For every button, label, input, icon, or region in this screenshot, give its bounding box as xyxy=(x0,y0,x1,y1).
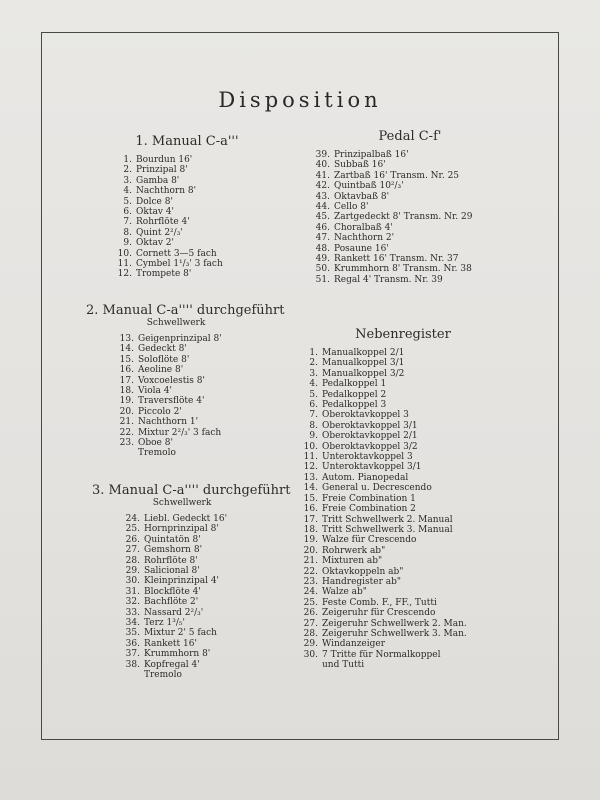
register-row xyxy=(112,269,262,279)
register-name: Liebl. Gedeckt 16' xyxy=(144,514,228,524)
register-number: 25. xyxy=(303,597,318,608)
register-number: 6. xyxy=(123,207,132,218)
register-name: Terz 1³/₅' xyxy=(144,618,185,629)
register-row xyxy=(114,376,266,386)
register-name: Oberoktavkoppel 3/1 xyxy=(322,420,418,431)
register-row xyxy=(298,431,508,441)
register-number: 38. xyxy=(125,659,140,670)
pedal-list xyxy=(310,150,510,285)
register-number: 8. xyxy=(309,420,318,431)
register-number: 18. xyxy=(303,524,318,535)
register-row xyxy=(298,567,508,577)
manual-3-section xyxy=(92,483,291,681)
register-number: 37. xyxy=(125,649,140,660)
register-name: Pedalkoppel 2 xyxy=(322,389,387,400)
register-name: Oberoktavkoppel 2/1 xyxy=(322,431,418,442)
register-number: 32. xyxy=(125,597,140,608)
register-number: 27. xyxy=(125,545,140,556)
manual-1-section xyxy=(112,134,262,280)
register-number: 46. xyxy=(315,222,330,233)
register-row xyxy=(310,181,510,191)
pedal-heading: Pedal C-f' xyxy=(378,129,442,144)
register-row xyxy=(120,597,272,607)
register-row xyxy=(298,369,508,379)
register-row xyxy=(112,207,262,217)
register-number: 30. xyxy=(303,649,318,660)
register-row xyxy=(120,649,272,659)
register-number: 18. xyxy=(119,386,134,397)
register-row xyxy=(310,254,510,264)
register-number: 16. xyxy=(119,365,134,376)
register-number: 24. xyxy=(303,587,318,598)
register-name: Subbaß 16' xyxy=(334,160,386,171)
register-row xyxy=(298,525,508,535)
register-name: Zeigeruhr Schwellwerk 3. Man. xyxy=(322,628,467,639)
manual-3-list xyxy=(92,514,272,670)
register-row xyxy=(298,379,508,389)
register-name: Manualkoppel 2/1 xyxy=(322,348,405,358)
register-number: 33. xyxy=(125,607,140,618)
register-row xyxy=(310,150,510,160)
register-row xyxy=(298,535,508,545)
register-row xyxy=(112,217,262,227)
register-row xyxy=(310,192,510,202)
register-number: 8. xyxy=(123,227,132,238)
register-row xyxy=(112,238,262,248)
register-number: 26. xyxy=(125,534,140,545)
register-number: 10. xyxy=(303,441,318,452)
register-number: 7. xyxy=(309,410,318,421)
register-number: 34. xyxy=(125,618,140,629)
register-number: 13. xyxy=(119,334,134,344)
register-number: 43. xyxy=(315,191,330,202)
nebenregister-list xyxy=(298,348,508,660)
register-number: 21. xyxy=(303,556,318,567)
manual-3-subheading: Schwellwerk xyxy=(152,498,212,508)
register-name: Handregister ab" xyxy=(322,576,402,587)
register-name: Traversflöte 4' xyxy=(138,396,205,407)
register-name: Rohrwerk ab" xyxy=(322,545,386,556)
register-name: Unteroktavkoppel 3/1 xyxy=(322,462,422,473)
register-name: Choralbaß 4' xyxy=(334,222,393,233)
register-number: 3. xyxy=(309,368,318,379)
register-row xyxy=(120,639,272,649)
register-row xyxy=(120,524,272,534)
register-row xyxy=(310,223,510,233)
register-number: 11. xyxy=(117,259,132,270)
register-number: 14. xyxy=(119,344,134,355)
register-row xyxy=(298,452,508,462)
register-name: Kleinprinzipal 4' xyxy=(144,576,220,587)
register-number: 29. xyxy=(303,639,318,650)
register-number: 1. xyxy=(309,348,318,358)
register-number: 35. xyxy=(125,628,140,639)
register-number: 14. xyxy=(303,483,318,494)
register-name: Freie Combination 1 xyxy=(322,493,416,504)
register-row xyxy=(298,348,508,358)
register-row xyxy=(298,483,508,493)
register-row xyxy=(120,556,272,566)
register-name: Nachthorn 8' xyxy=(136,186,197,197)
register-name: Quintbaß 10²/₃' xyxy=(334,181,404,192)
register-number: 5. xyxy=(309,389,318,400)
register-row xyxy=(120,628,272,638)
register-name: Gemshorn 8' xyxy=(144,545,203,556)
register-row xyxy=(112,165,262,175)
register-row xyxy=(120,545,272,555)
register-number: 27. xyxy=(303,618,318,629)
register-name: Zeigeruhr Schwellwerk 2. Man. xyxy=(322,618,467,629)
register-name: Walze für Crescendo xyxy=(322,535,417,546)
register-name: Quintatön 8' xyxy=(144,534,201,545)
register-row xyxy=(298,515,508,525)
register-number: 23. xyxy=(119,438,134,449)
manual-1-list xyxy=(112,155,262,280)
register-row xyxy=(120,660,272,670)
register-number: 41. xyxy=(315,170,330,181)
register-row xyxy=(298,629,508,639)
register-row xyxy=(114,407,266,417)
register-name: Piccolo 2' xyxy=(138,406,182,417)
register-name: Zartgedeckt 8' Transm. Nr. 29 xyxy=(334,212,473,223)
register-name: Prinzipal 8' xyxy=(136,165,188,176)
register-name: Cello 8' xyxy=(334,202,369,213)
register-row xyxy=(310,171,510,181)
register-number: 30. xyxy=(125,576,140,587)
register-row xyxy=(310,264,510,274)
register-name: Kopfregal 4' xyxy=(144,659,200,670)
register-row xyxy=(298,410,508,420)
register-row xyxy=(298,358,508,368)
register-name: Unteroktavkoppel 3 xyxy=(322,452,413,463)
register-name: Oktavkoppeln ab" xyxy=(322,566,404,577)
register-name: Autom. Pianopedal xyxy=(322,472,409,483)
register-number: 22. xyxy=(303,566,318,577)
register-name: Windanzeiger xyxy=(322,639,386,650)
register-number: 9. xyxy=(123,238,132,249)
register-number: 19. xyxy=(303,535,318,546)
register-name: Mixtur 2' 5 fach xyxy=(144,628,217,639)
register-row xyxy=(120,587,272,597)
register-row xyxy=(298,494,508,504)
register-number: 16. xyxy=(303,504,318,515)
register-name: Rohrflöte 4' xyxy=(136,217,190,228)
register-name: Zeigeruhr für Crescendo xyxy=(322,608,436,619)
register-number: 15. xyxy=(303,493,318,504)
register-number: 29. xyxy=(125,566,140,577)
manual-2-subheading: Schwellwerk xyxy=(146,318,206,328)
register-row xyxy=(310,160,510,170)
register-name: Tritt Schwellwerk 2. Manual xyxy=(322,514,453,525)
register-number: 4. xyxy=(309,379,318,390)
register-number: 11. xyxy=(303,452,318,463)
register-number: 19. xyxy=(119,396,134,407)
register-row xyxy=(298,421,508,431)
register-name: Cornett 3—5 fach xyxy=(136,248,217,259)
register-row xyxy=(112,176,262,186)
register-number: 23. xyxy=(303,576,318,587)
register-row xyxy=(298,598,508,608)
register-number: 47. xyxy=(315,233,330,244)
register-name: Walze ab" xyxy=(322,587,367,598)
register-number: 31. xyxy=(125,586,140,597)
register-row xyxy=(298,619,508,629)
register-name: Blockflöte 4' xyxy=(144,586,201,597)
register-number: 2. xyxy=(309,358,318,369)
register-name: Nachthorn 1' xyxy=(138,417,199,428)
register-name: Krummhorn 8' Transm. Nr. 38 xyxy=(334,264,472,275)
register-number: 45. xyxy=(315,212,330,223)
register-row xyxy=(298,556,508,566)
nebenregister-heading: Nebenregister xyxy=(355,327,451,342)
register-name: Cymbel 1¹/₃' 3 fach xyxy=(136,259,223,270)
manual-2-section xyxy=(86,303,285,459)
register-name: Viola 4' xyxy=(138,386,172,397)
register-name: 7 Tritte für Normalkoppel xyxy=(322,649,441,660)
manual-2-tremolo: Tremolo xyxy=(138,448,176,459)
register-name: Aeoline 8' xyxy=(138,365,184,376)
register-number: 10. xyxy=(117,248,132,259)
register-row xyxy=(120,535,272,545)
register-number: 1. xyxy=(123,155,132,165)
register-row xyxy=(112,228,262,238)
register-row xyxy=(114,428,266,438)
register-number: 40. xyxy=(315,160,330,171)
register-name: Zartbaß 16' Transm. Nr. 25 xyxy=(334,170,460,181)
register-name: Feste Comb. F., FF., Tutti xyxy=(322,597,437,608)
register-name: Nassard 2²/₃' xyxy=(144,607,204,618)
register-number: 2. xyxy=(123,165,132,176)
manual-3-tremolo: Tremolo xyxy=(144,670,182,681)
register-name: Rankett 16' Transm. Nr. 37 xyxy=(334,254,459,265)
register-name: Salicional 8' xyxy=(144,566,200,577)
register-number: 12. xyxy=(303,462,318,473)
register-row xyxy=(114,365,266,375)
register-row xyxy=(120,608,272,618)
register-name: Tritt Schwellwerk 3. Manual xyxy=(322,524,453,535)
register-name: Pedalkoppel 1 xyxy=(322,379,387,390)
register-row xyxy=(298,442,508,452)
register-name: Freie Combination 2 xyxy=(322,504,416,515)
register-row xyxy=(298,390,508,400)
register-row xyxy=(310,212,510,222)
register-row xyxy=(298,400,508,410)
register-number: 48. xyxy=(315,243,330,254)
register-name: Soloflöte 8' xyxy=(138,354,190,365)
manual-3-heading: 3. Manual C-a'''' durchgeführt xyxy=(92,483,291,498)
register-name: Manualkoppel 3/2 xyxy=(322,368,405,379)
register-name: General u. Decrescendo xyxy=(322,483,432,494)
register-row xyxy=(120,514,272,524)
register-name: Posaune 16' xyxy=(334,243,389,254)
nebenregister-section xyxy=(298,327,508,671)
register-row xyxy=(120,618,272,628)
register-name: Prinzipalbaß 16' xyxy=(334,150,409,160)
register-name: Mixtur 2²/₃' 3 fach xyxy=(138,427,222,438)
register-row xyxy=(298,504,508,514)
register-name: Oktav 2' xyxy=(136,238,174,249)
register-name: Manualkoppel 3/1 xyxy=(322,358,405,369)
register-number: 36. xyxy=(125,638,140,649)
register-row xyxy=(298,462,508,472)
register-row xyxy=(120,566,272,576)
register-row xyxy=(298,587,508,597)
register-name: Bachflöte 2' xyxy=(144,597,199,608)
register-number: 51. xyxy=(315,274,330,285)
register-name: Dolce 8' xyxy=(136,196,173,207)
register-row xyxy=(112,155,262,165)
register-row xyxy=(112,259,262,269)
register-row xyxy=(112,186,262,196)
nebenregister-tail: und Tutti xyxy=(322,660,365,671)
register-number: 24. xyxy=(125,514,140,524)
register-row xyxy=(114,396,266,406)
register-number: 3. xyxy=(123,175,132,186)
register-number: 49. xyxy=(315,254,330,265)
register-number: 17. xyxy=(119,375,134,386)
register-number: 28. xyxy=(125,555,140,566)
manual-1-heading: 1. Manual C-a''' xyxy=(135,134,239,149)
register-number: 7. xyxy=(123,217,132,228)
register-number: 21. xyxy=(119,417,134,428)
register-name: Oktav 4' xyxy=(136,207,174,218)
register-row xyxy=(114,344,266,354)
register-name: Hornprinzipal 8' xyxy=(144,524,219,535)
register-row xyxy=(310,275,510,285)
register-name: Nachthorn 2' xyxy=(334,233,395,244)
register-number: 12. xyxy=(117,269,132,280)
register-name: Oktavbaß 8' xyxy=(334,191,390,202)
register-number: 22. xyxy=(119,427,134,438)
register-name: Oberoktavkoppel 3/2 xyxy=(322,441,418,452)
register-number: 6. xyxy=(309,400,318,411)
register-row xyxy=(298,608,508,618)
register-name: Quint 2²/₃' xyxy=(136,227,183,238)
register-name: Mixturen ab" xyxy=(322,556,383,567)
register-name: Oberoktavkoppel 3 xyxy=(322,410,409,421)
register-name: Regal 4' Transm. Nr. 39 xyxy=(334,274,443,285)
register-row xyxy=(310,233,510,243)
register-number: 20. xyxy=(303,545,318,556)
register-row xyxy=(114,417,266,427)
register-row xyxy=(310,244,510,254)
register-row xyxy=(120,576,272,586)
register-row xyxy=(112,249,262,259)
register-number: 4. xyxy=(123,186,132,197)
register-name: Gamba 8' xyxy=(136,175,180,186)
register-name: Krummhorn 8' xyxy=(144,649,211,660)
register-name: Geigenprinzipal 8' xyxy=(138,334,222,344)
register-number: 20. xyxy=(119,406,134,417)
register-number: 26. xyxy=(303,608,318,619)
register-row xyxy=(298,546,508,556)
register-name: Pedalkoppel 3 xyxy=(322,400,387,411)
register-row xyxy=(114,334,266,344)
register-number: 39. xyxy=(315,150,330,160)
manual-2-list xyxy=(86,334,266,448)
page-title: Disposition xyxy=(218,88,382,112)
register-row xyxy=(310,202,510,212)
register-number: 28. xyxy=(303,628,318,639)
manual-2-heading: 2. Manual C-a'''' durchgeführt xyxy=(86,303,285,318)
pedal-section xyxy=(310,129,510,285)
register-row xyxy=(298,639,508,649)
register-number: 15. xyxy=(119,354,134,365)
register-number: 42. xyxy=(315,181,330,192)
register-number: 17. xyxy=(303,514,318,525)
register-row xyxy=(298,577,508,587)
register-name: Oboe 8' xyxy=(138,438,173,449)
register-name: Gedeckt 8' xyxy=(138,344,187,355)
register-name: Rohrflöte 8' xyxy=(144,555,198,566)
register-name: Trompete 8' xyxy=(136,269,192,280)
register-row xyxy=(298,650,508,660)
register-number: 5. xyxy=(123,196,132,207)
register-number: 13. xyxy=(303,472,318,483)
register-row xyxy=(114,438,266,448)
register-name: Voxcoelestis 8' xyxy=(138,375,205,386)
register-row xyxy=(112,197,262,207)
register-number: 9. xyxy=(309,431,318,442)
register-name: Bourdun 16' xyxy=(136,155,193,165)
register-row xyxy=(114,355,266,365)
register-row xyxy=(114,386,266,396)
register-row xyxy=(298,473,508,483)
register-number: 25. xyxy=(125,524,140,535)
register-name: Rankett 16' xyxy=(144,638,197,649)
register-number: 50. xyxy=(315,264,330,275)
register-number: 44. xyxy=(315,202,330,213)
